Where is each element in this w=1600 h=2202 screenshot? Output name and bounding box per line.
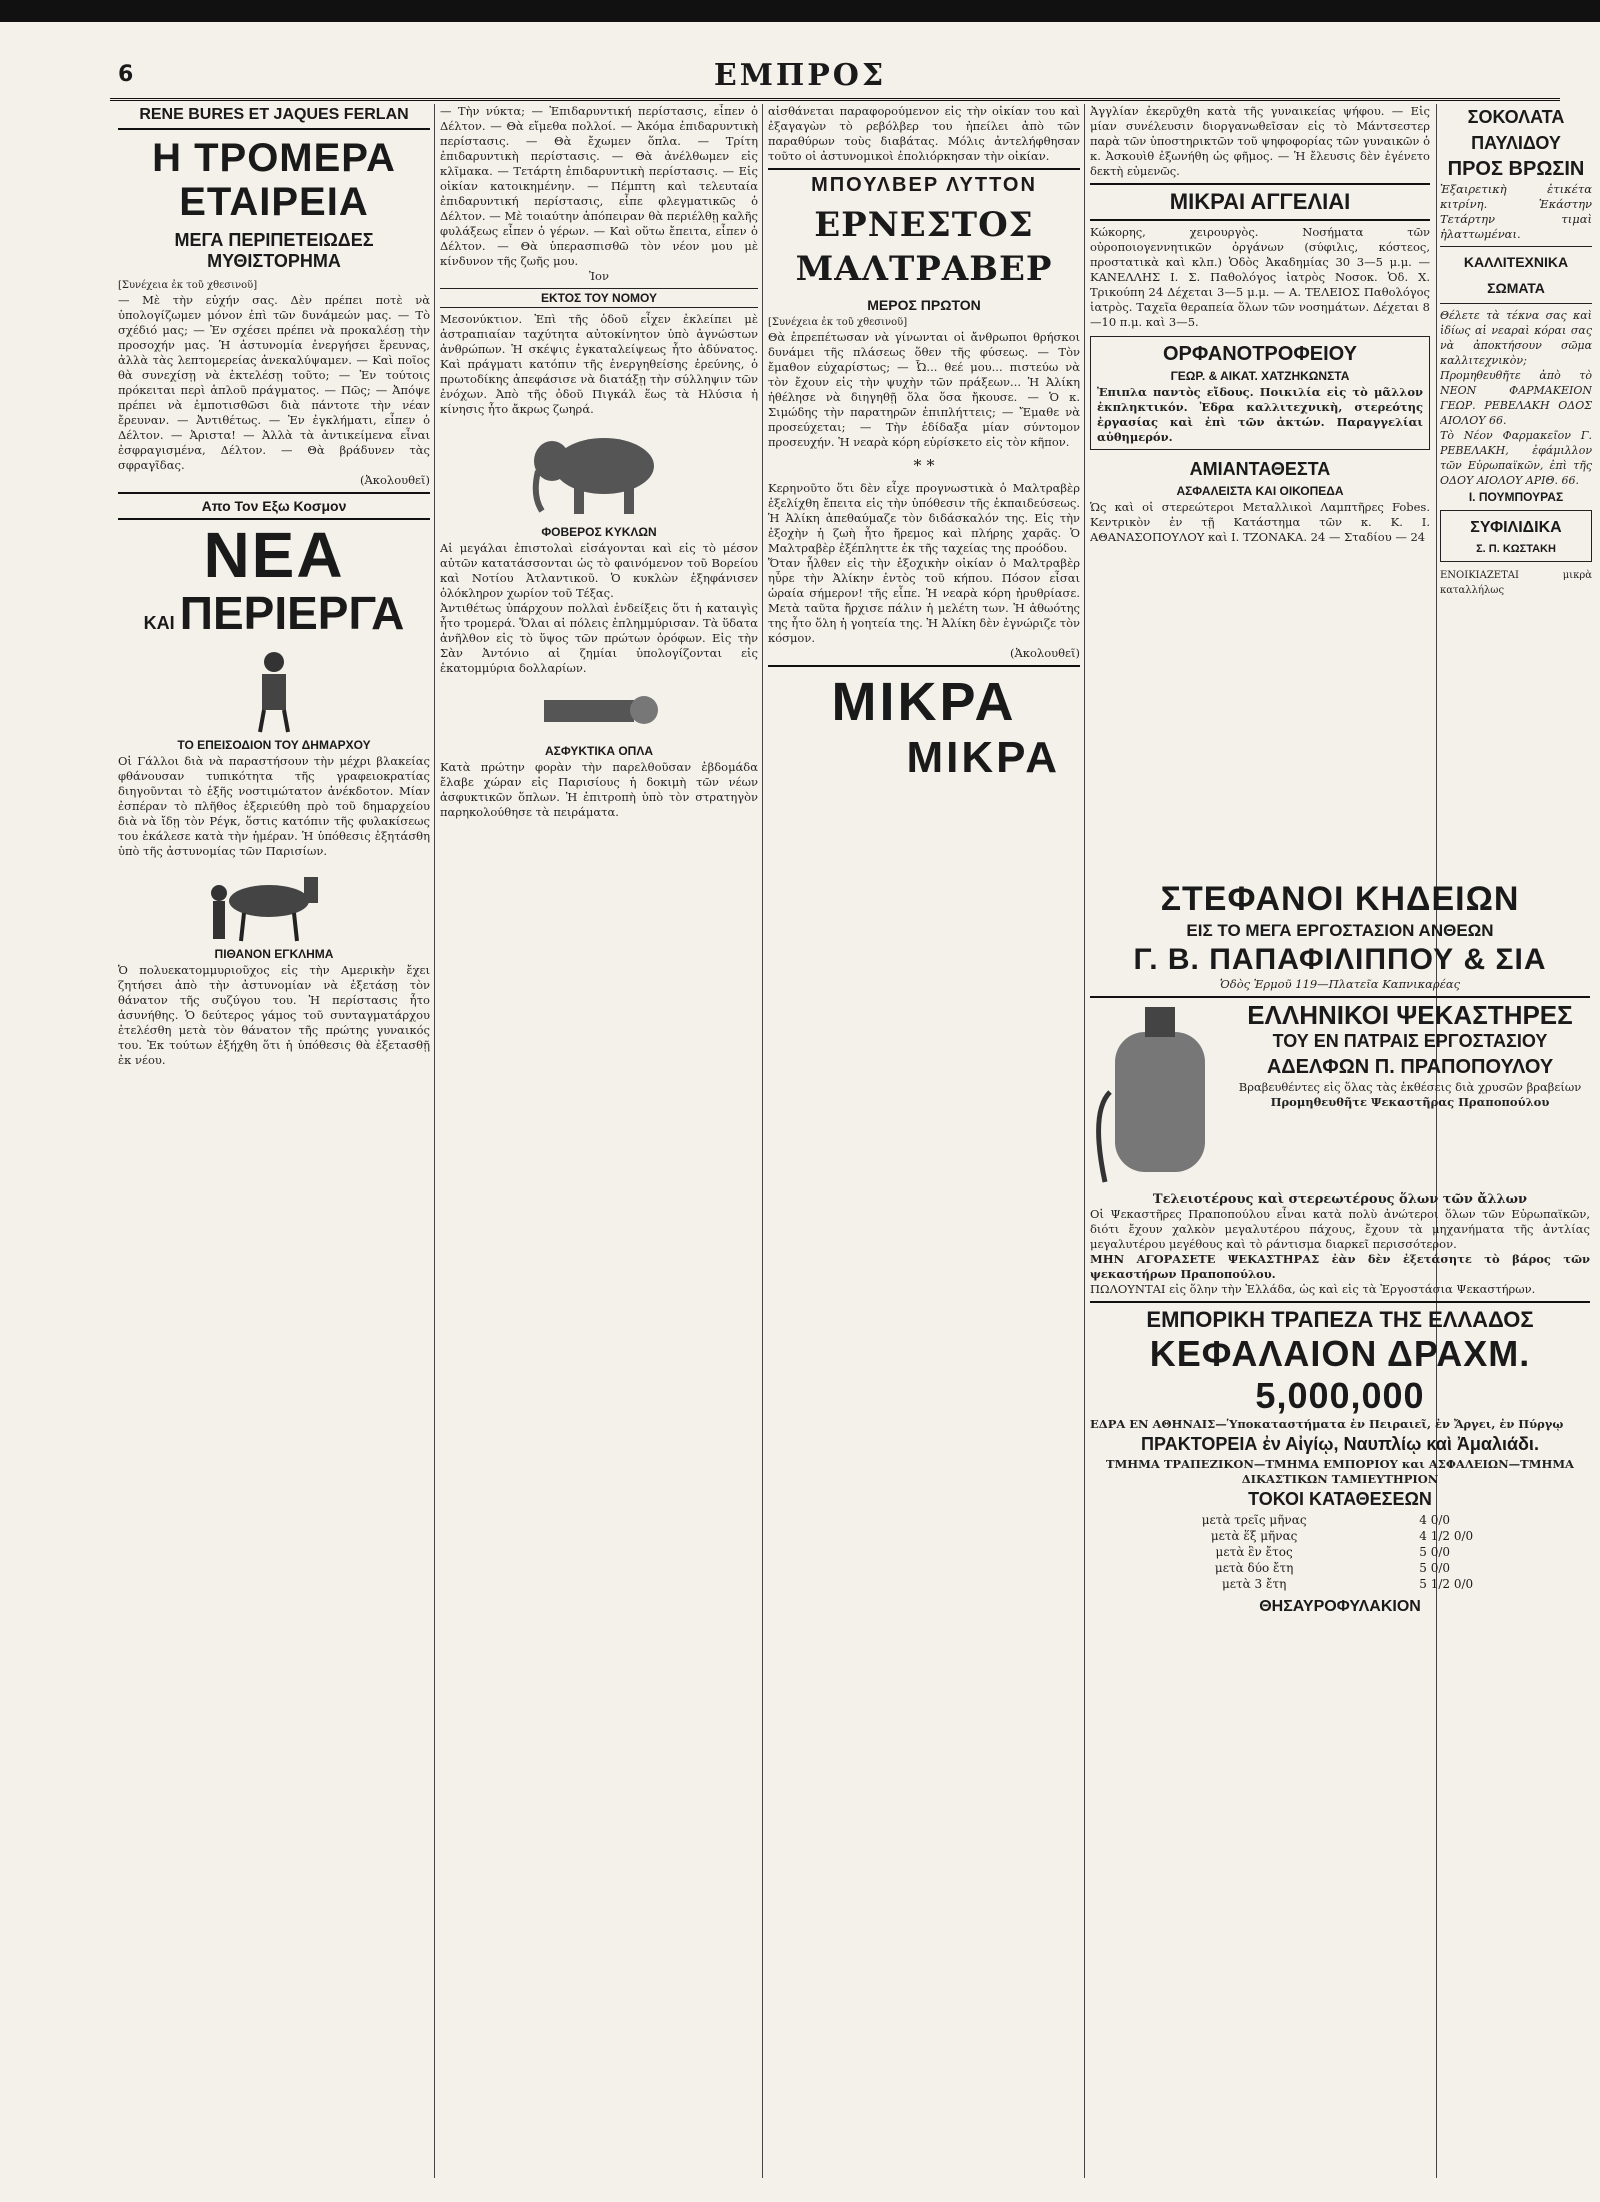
rate-term: μετὰ τρεῖς μῆνας — [1201, 1513, 1307, 1527]
orphanage-sub: ΓΕΩΡ. & ΑΙΚΑΤ. ΧΑΤΖΗΚΩΝΣΤΑ — [1170, 369, 1350, 383]
novel-author: ΜΠΟΥΛΒΕΡ ΛΥΤΤΟΝ — [811, 174, 1037, 196]
pharmacy-body: Τὸ Νέον Φαρμακεῖον Γ. ΡΕΒΕΛΑΚΗ, ἐφάμιλλον τῶν Εὐρωπαϊκῶν, ἐπὶ τῆς ΟΔΟΥ ΑΙΟΛΟΥ ΑΡΙΘ. 66. — [1440, 429, 1592, 487]
rate-value: 5 1/2 0/0 — [1419, 1577, 1474, 1591]
doctor-name: Ι. ΠΟΥΜΠΟΥΡΑΣ — [1468, 490, 1564, 504]
chocolate-title: ΣΟΚΟΛΑΤΑ ΠΑΥΛΙΔΟΥ — [1467, 107, 1565, 153]
rate-row — [1090, 1528, 1590, 1544]
gas-weapon-illustration-icon — [534, 680, 664, 740]
divider — [1090, 183, 1430, 185]
col4-top-text: Ἀγγλίαν ἐκερῦχθη κατὰ τῆς γυναικείας ψήφου. — Εἰς μίαν συνέλευσιν διοργανωθεῖσαν εἰς τὸ Μάντσεστερ παρὰ τῶν ὑποστηρικτῶν τοῦ ψηφοφορίας τῶν γυναικῶν ὁ κ. Ἀσκουὶθ ἐξωνήθη ὡς φῆμος. — Ἡ ἔλευσις δὲν ἐγένετο δεκτὴ εὐμενῶς. — [1090, 104, 1430, 178]
orphanage-ad — [1090, 336, 1430, 450]
chocolate-sub: ΠΡΟΣ ΒΡΩΣΙΝ — [1447, 158, 1585, 180]
sprayers-sold: ΠΩΛΟΥΝΤΑΙ εἰς ὅλην τὴν Ἑλλάδα, ὡς καὶ εἰς τὰ Ἐργοστάσια Ψεκαστήρων. — [1090, 1282, 1536, 1296]
deposit-rates-table — [1090, 1512, 1590, 1592]
novel-body-2: Κερηνοῦτο ὅτι δὲν εἶχε προγνωστικὰ ὁ Μαλτραβὲρ ἐξελίχθη ἔπειτα εἰς τὴν ὑπόθεσιν τῆς ἐκπαιδεύσεως. Ἡ Ἀλίκη ἀπεθαύμαζε τὸν διδάσκαλόν της. Εἰς τὴν ἐξοχὴν ἡ ζωὴ ἦτο ἤρεμος καὶ πλήρης χαρᾶς. Ὁ Μαλτραβὲρ ἐξέπληττε ἐκ τῆς ταχείας της προόδου. — [768, 481, 1080, 555]
syphilis-doctor: Σ. Π. ΚΩΣΤΑΚΗ — [1476, 543, 1556, 555]
star-separator: * * — [913, 456, 935, 475]
column-divider — [434, 104, 435, 2178]
cyclone-body: Αἱ μεγάλαι ἐπιστολαὶ εἰσάγονται καὶ εἰς τὸ μέσον αὐτῶν κατατάσσονται ὡς τὸ φαινόμενον τοῦ Βορείου καὶ Νοτίου Ἀτλαντικοῦ. Ὁ κυκλὼν ἐξηφάνισεν ὁλόκληρον χωρίον τοῦ Τέξας. — [440, 541, 758, 600]
serial-body: — Μὲ τὴν εὐχήν σας. Δὲν πρέπει ποτὲ νὰ ὑπολογίζωμεν μόνον ἐπὶ τῶν δυνάμεών μας. — Τὸ σχέδιό μας; — Ἐν σχέσει πρέπει νὰ προκαλέσῃ τὴν προσοχήν μας. Ἡ ἀστυνομία ἐνεργήσει ἔρευνας, ἀλλὰ τὰς λεπτομερείας ἀνεκαλύψαμεν. — Καὶ ποῖος θὰ συνεχίσῃ νὰ ἐκτελέσῃ τοῦτο; — Ἐν τούτοις πρόκειται περὶ ἁπλοῦ πράγματος. — Πῶς; — Ἀπόψε πρέπει νὰ ἐμποτισθῶσι διὰ πάντοτε τὴν νέαν ἔρευναν. — Ἀντιθέτως. — Ἐν ἐγκλήματι, εἶπεν ὁ Δέλτον. — Ἀριστα! — Ἀλλὰ τὰ ἀντικείμενα εἶναι ἐσφραγισμένα, Δέλτον. — Θὰ βράδυνεν τὰς σφραγῖδας. — [118, 293, 430, 472]
weapons-body: Κατὰ πρώτην φορὰν τὴν παρελθοῦσαν ἑβδομάδα ἔλαβε χώραν εἰς Παρισίους ἡ δοκιμὴ τῶν νέων ἀσφυκτικῶν ὅπλων. Ἡ ἐπιτροπὴ ὑπὸ τὸν στρατηγὸν παρηκολούθησε τὰ πειράματα. — [440, 760, 758, 819]
sprayers-claim: Τελειοτέρους καὶ στερεωτέρους ὅλων τῶν ἄλλων — [1152, 1192, 1528, 1207]
lower-right-ads — [1090, 880, 1590, 2178]
sign-off: Ἰον — [589, 269, 609, 283]
kai-heading: ΚΑΙ — [143, 613, 175, 633]
small-ads-body: Κώκορης, χειρουργὸς. Νοσήματα τῶν οὐροποιογεννητικῶν ὀργάνων (σύφιλις, κόστεος, προστατικὰ καὶ κλπ.) Ὁδὸς Ἀκαδημίας 30 3—5 μ.μ. — ΚΑΝΕΛΛΗΣ Ι. Σ. Παθολόγος ἰατρὸς Νοσοκ. Ὁδ. Χ. Τρικούπη 24 Δέχεται 3—5 μ.μ. — Α. ΤΕΛΕΙΟΣ Παθολόγος ἰατρὸς. Ταχεῖα θεραπεία ὅλων τῶν νοσημάτων. Δέχεται 8—10 π.μ. καὶ 3—5. — [1090, 225, 1430, 329]
serial-title: Η ΤΡΟΜΕΡΑ ΕΤΑΙΡΕΙΑ — [152, 136, 396, 224]
orphanage-body: Ἐπιπλα παντὸς εἴδους. Ποικιλία εἰς τὸ μᾶλλον ἐκπληκτικόν. Ἐδρα καλλιτεχνικὴ, στερεότης ἐργασίας καὶ ἐπὶ τῶν ἀκτών. Παραγγελίαι αὐθημερόν. — [1097, 385, 1423, 444]
serial-subtitle: ΜΕΓΑ ΠΕΡΙΠΕΤΕΙΩΔΕΣ ΜΥΘΙΣΤΟΡΗΜΑ — [174, 230, 374, 271]
novel-continued: [Συνέχεια ἐκ τοῦ χθεσινοῦ] — [768, 317, 908, 328]
bank-departments: ΤΜΗΜΑ ΤΡΑΠΕΖΙΚΟΝ—ΤΜΗΜΑ ΕΜΠΟΡΙΟΥ και ΑΣΦΑΛΕΙΩΝ—ΤΜΗΜΑ ΔΙΚΑΣΤΙΚΩΝ ΤΑΜΙΕΥΤΗΡΙΟΝ — [1106, 1457, 1574, 1486]
syphilis-ad — [1440, 510, 1592, 562]
header-rule — [110, 98, 1560, 101]
wreaths-title: ΣΤΕΦΑΝΟΙ ΚΗΔΕΙΩΝ — [1160, 880, 1520, 918]
bank-agencies: ΠΡΑΚΤΟΡΕΙΑ ἐν Αἰγίῳ, Ναυπλίῳ καὶ Ἀμαλιάδι. — [1141, 1434, 1539, 1454]
rate-row — [1090, 1560, 1590, 1576]
amiant-sub: ΑΣΦΑΛΕΙΣΤΑ ΚΑΙ ΟΙΚΟΠΕΔΑ — [1176, 484, 1344, 498]
col3-top-text: αἰσθάνεται παραφορούμενον εἰς τὴν οἰκίαν του καὶ ἐξαγαγὼν τὸ ρεβόλβερ του ἠπείλει ἀπὸ τῶν παραθύρων τοὺς διαβάτας. Μόλις ἀντελήφθησαν τοῦτο οἱ ἀστυνομικοὶ ἐπολιόρκησαν τὴν οἰκίαν. — [768, 104, 1080, 163]
sprayers-company: ΑΔΕΛΦΩΝ Π. ΠΡΑΠΟΠΟΥΛΟΥ — [1266, 1056, 1554, 1078]
bank-seat: ΕΔΡΑ ΕΝ ΑΘΗΝΑΙΣ—Ὑποκαταστήματα ἐν Πειραιεῖ, ἐν Ἄργει, ἐν Πύργῳ — [1090, 1417, 1564, 1431]
nea-heading: ΝΕΑ — [203, 519, 345, 591]
mikra-heading-2: ΜΙΚΡΑ — [906, 733, 1060, 782]
sprayers-body: Οἱ Ψεκαστῆρες Πραποπούλου εἶναι κατὰ πολὺ ἀνώτεροι ὅλων τῶν Εὐρωπαϊκῶν, διότι ἔχουν χαλκὸν μεγαλυτέρου πάχους, ἔχουν τὰ μηχανήματα τῆς ἀντλίας μεγαλυτέρου μεγέθους καὶ τὸ ράντισμα διαρκεῖ περισσότερον. — [1090, 1207, 1590, 1251]
artistic-bodies-body: Θέλετε τὰ τέκνα σας καὶ ἰδίως αἱ νεαραὶ κόραι σας νὰ ἀποκτήσουν σῶμα καλλιτεχνικὸν; Προμηθευθῆτε ἀπὸ τὸ ΝΕΟΝ ΦΑΡΜΑΚΕΙΟΝ ΓΕΩΡ. ΡΕΒΕΛΑΚΗ ΟΔΟΣ ΑΙΟΛΟΥ 66. — [1440, 309, 1592, 427]
amiant-title: ΑΜΙΑΝΤΑΘΕΣΤΑ — [1189, 459, 1331, 479]
story-mayor-title: ΤΟ ΕΠΕΙΣΟΔΙΟΝ ΤΟΥ ΔΗΜΑΡΧΟΥ — [177, 738, 371, 752]
divider — [1090, 1301, 1590, 1303]
novel-part: ΜΕΡΟΣ ΠΡΩΤΟΝ — [867, 297, 981, 313]
rate-term: μετὰ ἓν ἔτος — [1215, 1545, 1293, 1559]
page-number: 6 — [118, 62, 134, 87]
sprayers-warning: ΜΗΝ ΑΓΟΡΑΣΕΤΕ ΨΕΚΑΣΤΗΡΑΣ ἐὰν δὲν ἐξετάσητε τὸ βάρος τῶν ψεκαστήρων Πραποπούλου. — [1090, 1252, 1590, 1281]
rent-ad: ΕΝΟΙΚΙΑΖΕΤΑΙ μικρὰ καταλλήλως — [1440, 570, 1592, 596]
wreaths-company: Γ. Β. ΠΑΠΑΦΙΛΙΠΠΟΥ & ΣΙΑ — [1133, 943, 1547, 976]
novel-body-3: Ὅταν ἦλθεν εἰς τὴν ἐξοχικὴν οἰκίαν ὁ Μαλτραβὲρ ηὗρε τὴν Ἀλίκην ἐντὸς τοῦ κήπου. Πόσον εἶσαι ὡραία σήμερον! τῆς εἶπε. Ἡ νεαρὰ κόρη ἠρυθρίασε. Μετὰ ταῦτα ἤρχισε πάλιν ἡ μελέτη των. Ἡ ἀθωότης της ἦτο ὅλη ἡ γοητεία της. Ἡ Ἀλίκη δὲν ἐγνώριζε τὸν κόσμον. — [768, 556, 1080, 645]
sprayer-illustration-icon — [1090, 1002, 1230, 1192]
novel-body: Θὰ ἐπρεπέτωσαν νὰ γίνωνται οἱ ἄνθρωποι θρήσκοι δυνάμει τῆς πλάσεως ὅθεν τῆς φύσεως. — Τὸν ἔμαθον εὐχαρίστως; — Ὦ... θεέ μου... πιστεύω νὰ τὸν ἔχουν εἰς τὴν ψυχὴν τῶν πράξεων... Ἡ Ἀλίκη ἠθέλησε νὰ διηγηθῇ ὅλα ὅσα ἤκουσε. — Ὁ κ. Σιμώδης τὴν παρατηρῶν ἐπιπλήττεις; — Ἔμαθε νὰ προσεύχεται; — Τὴν ἐδίδαξα μίαν σύντομον προσευχήν. Ἡ νεαρὰ κόρη εὑρίσκετο εἰς τὸν κῆπον. — [768, 330, 1080, 449]
rate-row — [1090, 1544, 1590, 1560]
weapons-title: ΑΣΦΥΚΤΙΚΑ ΟΠΛΑ — [544, 744, 654, 758]
rate-term: μετὰ ἕξ μῆνας — [1210, 1529, 1298, 1543]
divider — [1090, 996, 1590, 998]
bank-capital: ΚΕΦΑΛΑΙΟΝ ΔΡΑΧΜ. 5,000,000 — [1149, 1333, 1531, 1416]
small-ads-heading: ΜΙΚΡΑΙ ΑΓΓΕΛΙΑΙ — [1169, 189, 1351, 214]
serial-continued: [Συνέχεια ἐκ τοῦ χθεσινοῦ] — [118, 280, 258, 291]
column-2 — [440, 104, 758, 2178]
serial-authors: RENE BURES ET JAQUES FERLAN — [139, 106, 409, 123]
wreaths-sub: ΕΙΣ ΤΟ ΜΕΓΑ ΕΡΓΟΣΤΑΣΙΟΝ ΑΝΘΕΩΝ — [1186, 921, 1494, 940]
law-body: Μεσονύκτιον. Ἐπὶ τῆς ὁδοῦ εἶχεν ἐκλείπει μὲ ἀστραπιαίαν ταχύτητα αὐτοκίνητον ὑπὸ ἀγνώστων ἀνθρώπων. Ἡ σκέψις ἐγκαταλείψεως ἦτο ἀδύνατος. Καὶ πράγματι κατόπιν τῆς ἐνεργηθείσης ἐρεύνης, ὁ πρωτοδίκης ἀπεφάσισε νὰ διατάξῃ τὴν σύλληψιν τῶν ἐνόχων. Ἀπὸ τῆς ὁδοῦ Πιγκάλ ἕως τὰ Ηλύσια ἡ κίνησις ἦτο ἄκρως ζωηρά. — [440, 312, 758, 416]
amiant-body: Ὡς καὶ οἱ στερεώτεροι Μεταλλικοὶ Λαμπτῆρες Fobes. Κεντρικὸν ἐν τῇ Κατάστημα τῶν κ. Κ. Ι. ΑΘΑΝΑΣΟΠΟΥΛΟΥ καὶ Ι. ΤΖΟΝΑΚΑ. 24 — Σταδίου — 24 — [1090, 500, 1430, 544]
divider — [768, 168, 1080, 170]
serial-body-cont: — Τὴν νύκτα; — Ἐπιδαρυντική περίστασις, εἶπεν ὁ Δέλτον. — Θὰ εἴμεθα πολλοί. — Ἀκόμα ἐπιδαρυντικὴ περίστασις. — Θὰ ἔχωμεν ὅπλα. — Τρίτη ἐπιδαρυντικὴ περίστασις. — Θὰ ἀνέλθωμεν εἰς κλῖμακα. — Τετάρτη ἐπιδαρυντικὴ περίστασις. — Εἰς οἰκίαν κατοικημένην. — Πέμπτη καὶ τελευταία ἐπιδαρυντική περίστασις, εἶπε φλεγματικῶς ὁ Δέλτον. — Μὲ τοιαύτην ἀπόπειραν θὰ περιέλθῃ καλῆς φυλάξεως εἶπεν ὁ γέρων. — Καὶ οὕτω ἔπειτα, εἶπεν ὁ Δέλτον. — Θὰ ὑπερασπισθῶ τὸν νέον μου μὲ κίνδυνον τῆς ζωῆς μου. — [440, 104, 758, 268]
rate-value: 4 0/0 — [1419, 1513, 1451, 1527]
storm-body: Ἀντιθέτως ὑπάρχουν πολλαὶ ἐνδείξεις ὅτι ἡ καταιγὶς ἦτο τρομερά. Ὅλαι αἱ πόλεις ἐπλημμύρισαν. Τὰ ὕδατα ἀνῆλθον εἰς τὸ ὕψος τῶν πρώτων ὀρόφων. Εἰς τὴν Σὰν Ἀντόνιο αἱ ζημίαι ὑπολογίζονται εἰς ἑκατομμύρια δολλαρίων. — [440, 601, 758, 675]
rate-term: μετὰ δύο ἔτη — [1214, 1561, 1294, 1575]
top-border-bar — [0, 0, 1600, 22]
sprayers-cta: Προμηθευθῆτε Ψεκαστῆρας Πραποπούλου — [1270, 1095, 1550, 1109]
story-crime-title: ΠΙΘΑΝΟΝ ΕΓΚΛΗΜΑ — [214, 947, 334, 961]
mikra-heading: ΜΙΚΡΑ — [831, 672, 1017, 732]
wreaths-address: Ὁδὸς Ἑρμοῦ 119—Πλατεῖα Καπνικαρέας — [1219, 977, 1461, 991]
syphilis-title: ΣΥΦΙΛΙΔΙΚΑ — [1470, 519, 1562, 536]
column-1 — [118, 104, 430, 2178]
elephant-illustration-icon — [524, 421, 674, 521]
horse-illustration-icon — [199, 863, 349, 943]
section-world: Απο Τον Εξω Κοσμον — [201, 498, 347, 514]
rate-value: 4 1/2 0/0 — [1419, 1529, 1474, 1543]
bank-name: ΕΜΠΟΡΙΚΗ ΤΡΑΠΕΖΑ ΤΗΣ ΕΛΛΑΔΟΣ — [1146, 1307, 1534, 1332]
continues-note: (Ἀκολουθεῖ) — [360, 473, 430, 487]
divider — [768, 665, 1080, 667]
divider — [1090, 219, 1430, 221]
rate-value: 5 0/0 — [1419, 1545, 1451, 1559]
column-5 — [1440, 104, 1592, 874]
sprayers-title: ΕΛΛΗΝΙΚΟΙ ΨΕΚΑΣΤΗΡΕΣ — [1247, 1000, 1573, 1030]
section-law: ΕΚΤΟΣ ΤΟΥ ΝΟΜΟΥ — [440, 288, 758, 308]
column-divider — [1084, 104, 1085, 2178]
continues-note: (Ἀκολουθεῖ) — [1010, 646, 1080, 660]
sprayers-sub: ΤΟΥ ΕΝ ΠΑΤΡΑΙΣ ΕΡΓΟΣΤΑΣΙΟΥ — [1272, 1031, 1548, 1051]
divider — [118, 492, 430, 494]
story-mayor-body: Οἱ Γάλλοι διὰ νὰ παραστήσουν τὴν μέχρι βλακείας φθάνουσαν τυπικότητα τῆς γραφειοκρατίας διηγοῦνται τὸ ἑξῆς νοστιμώτατον ἀνέκδοτον. Μίαν ἐσπέραν τὸ πλῆθος ἐξεριεύθη πρὸ τοῦ δημαρχείου διὰ νὰ ἴδῃ τὸν Ρέγκ, ὅστις κατόπιν τῆς φυλακίσεως του ἐκάλεσε κατὰ τὴν ἡμέραν. Ἡ ὑπόθεσις ἐξητάσθη ὑπὸ τῆς ἀστυνομίας τῶν Παρισίων. — [118, 754, 430, 858]
safe-deposit: ΘΗΣΑΥΡΟΦΥΛΑΚΙΟΝ — [1259, 1598, 1421, 1615]
column-3 — [768, 104, 1080, 2178]
cyclone-title: ΦΟΒΕΡΟΣ ΚΥΚΛΩΝ — [541, 525, 657, 539]
chocolate-note: Ἐξαιρετικὴ ἐτικέτα κιτρίνη. Ἑκάστην Τετάρτην τιμαὶ ἠλαττωμέναι. — [1440, 182, 1592, 241]
story-crime-body: Ὁ πολυεκατομμυριοῦχος εἰς τὴν Αμερικὴν ἔχει ζητήσει ἀπὸ τὴν ἀστυνομίαν νὰ ἐξετάσῃ τὸν θάνατον τῆς συζύγου του. Ἡ περίστασις ἦτο ἀσυνήθης. Ὁ δεύτερος γάμος τοῦ συνταγματάρχου ἐτελέσθη μετὰ τὸν θάνατον τῆς πρώτης γυναικός του. Ἐκ τούτων ἐξήχθη ὅτι ἡ ὑπόθεσις θὰ ἐξετασθῇ ἐκ νέου. — [118, 963, 430, 1067]
orphanage-title: ΟΡΦΑΝΟΤΡΟΦΕΙΟΥ — [1163, 343, 1357, 365]
column-4 — [1090, 104, 1430, 874]
rate-value: 5 0/0 — [1419, 1561, 1451, 1575]
paper-name: ΕΜΠΡΟΣ — [713, 58, 887, 93]
periergha-heading: ΠΕΡΙΕΡΓΑ — [179, 587, 405, 639]
mayor-illustration-icon — [234, 644, 314, 734]
deposit-rates-title: ΤΟΚΟΙ ΚΑΤΑΘΕΣΕΩΝ — [1248, 1489, 1432, 1509]
rate-row — [1090, 1512, 1590, 1528]
rate-term: μετὰ 3 ἔτη — [1221, 1577, 1287, 1591]
divider — [118, 128, 430, 130]
column-divider — [762, 104, 763, 2178]
novel-title: ΕΡΝΕΣΤΟΣ ΜΑΛΤΡΑΒΕΡ — [795, 205, 1053, 289]
artistic-bodies-title: ΚΑΛΛΙΤΕΧΝΙΚΑ ΣΩΜΑΤΑ — [1440, 246, 1592, 304]
sprayers-awards: Βραβευθέντες εἰς ὅλας τὰς ἐκθέσεις διὰ χρυσῶν βραβείων — [1238, 1080, 1582, 1094]
rate-row — [1090, 1576, 1590, 1592]
